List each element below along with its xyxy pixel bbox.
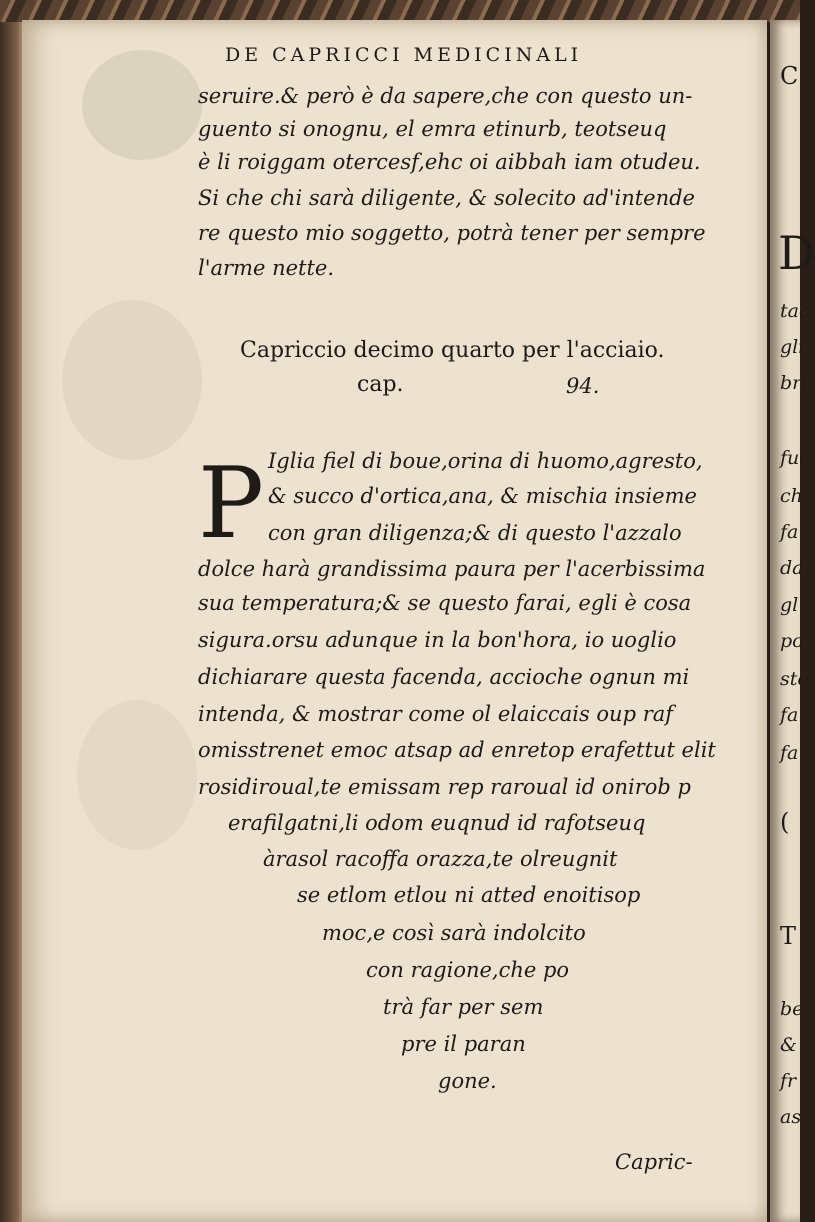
facing-page-fragment: be (780, 998, 804, 1020)
body-line: àrasol racoffa orazza,te olreugnit (263, 847, 618, 871)
text-line: l'arme nette. (198, 256, 334, 280)
facing-page-fragment: C (780, 62, 799, 90)
body-line: rosidiroual,te emissam rep raroual id onirob p (198, 775, 691, 799)
facing-page-fragment: fa (780, 704, 799, 726)
body-line: & succo d'ortica,ana, & mischia insieme (268, 484, 697, 508)
paper-stain (62, 300, 202, 460)
facing-page-fragment: sto (780, 668, 809, 690)
body-line: Iglia fiel di boue,orina di huomo,agresto, (268, 449, 703, 473)
book-gutter (0, 20, 24, 1222)
text-line: re questo mio soggetto, potrà tener per sempre (198, 221, 706, 245)
facing-page-fragment: bri (780, 372, 808, 394)
facing-page-fragment: tac (780, 300, 810, 322)
body-line: con gran diligenza;& di questo l'azzalo (268, 521, 682, 545)
paper-stain (82, 50, 202, 160)
chapter-title: Capriccio decimo quarto per l'acciaio. (240, 338, 665, 363)
facing-page-fragment: po (780, 630, 804, 652)
facing-page-fragment: gl (780, 594, 799, 616)
chapter-number: 94. (566, 374, 600, 398)
body-line: moc,e così sarà indolcito (322, 921, 586, 945)
body-line: dolce harà grandissima paura per l'acerbissima (198, 557, 706, 581)
facing-page-fragment: D (778, 226, 815, 280)
body-line: pre il paran (401, 1032, 526, 1056)
body-line: dichiarare questa facenda, accioche ognun mi (198, 665, 690, 689)
body-line: intenda, & mostrar come ol elaiccais oup raf (198, 702, 674, 726)
drop-cap: P (198, 447, 264, 561)
facing-page-fragment: da (780, 557, 804, 579)
facing-page-fragment: fr (780, 1070, 797, 1092)
body-line: sua temperatura;& se questo farai, egli è cosa (198, 591, 692, 615)
facing-page-fragment: gli (780, 336, 805, 358)
facing-page-fragment: fa (780, 742, 799, 764)
paper-stain (77, 700, 197, 850)
body-line: gone. (438, 1069, 497, 1093)
chapter-cap-label: cap. (357, 372, 404, 397)
body-line: omisstrenet emoc atsap ad enretop erafettut elit (198, 738, 716, 762)
facing-page-fragment: as (780, 1106, 802, 1128)
facing-page-fragment: ch (780, 485, 803, 507)
running-head: DE CAPRICCI MEDICINALI (225, 44, 583, 66)
facing-page-fragment: fuc (780, 447, 810, 469)
facing-page-fragment: & (780, 1034, 797, 1056)
book-top-edge (0, 0, 800, 22)
body-line: sigura.orsu adunque in la bon'hora, io uoglio (198, 628, 677, 652)
facing-page-fragment: ( (780, 808, 790, 836)
text-line: guento si onognu, el emra etinurb, teotseuq (198, 117, 667, 141)
body-line: erafilgatni,li odom euqnud id rafotseuq (228, 811, 646, 835)
text-line: Si che chi sarà diligente, & solecito ad'intende (198, 186, 695, 210)
body-line: se etlom etlou ni atted enoitisop (297, 883, 641, 907)
text-line: è li roiggam otercesf,ehc oi aibbah iam otudeu. (198, 150, 701, 174)
body-line: con ragione,che po (366, 958, 570, 982)
facing-page-fragment: T (780, 922, 797, 950)
facing-page-fragment: fa (780, 521, 799, 543)
body-line: trà far per sem (383, 995, 544, 1019)
text-line: seruire.& però è da sapere,che con questo un- (198, 84, 693, 108)
catchword: Capric- (615, 1150, 693, 1174)
